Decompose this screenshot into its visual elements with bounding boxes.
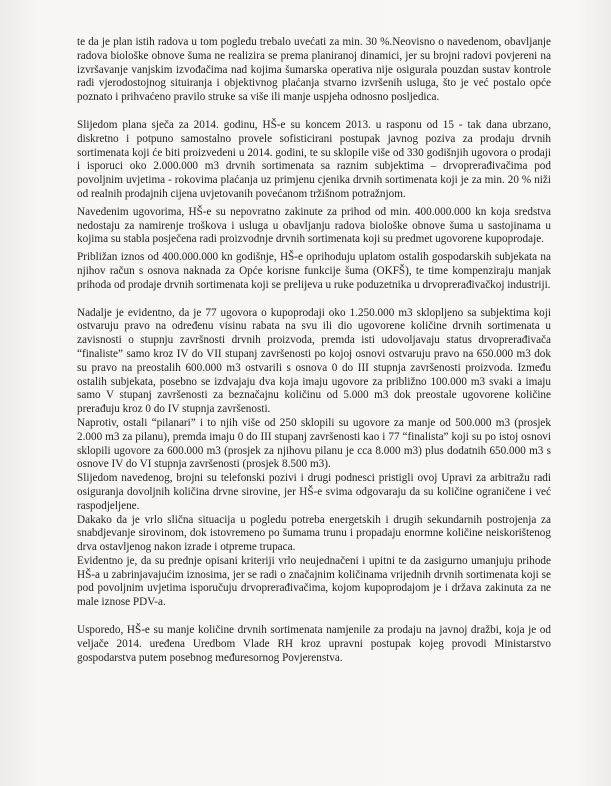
paragraph-10: Usporedo, HŠ-e su manje količine drvnih sortimenata namjenile za prodaju na javnoj dražbi, koja je od veljače 2014. uređena Uredbom Vlade RH kroz upravni postupak kojeg provodi Ministarstvo gospodarstva putem posebnog međuresornog Povjerenstva.	[77, 624, 551, 664]
document-body	[77, 36, 551, 665]
paragraph-8: Dakako da je vrlo slična situacija u pogledu potreba energetskih i drugih sekundarnih postrojenja za snabdjevanje sirovinom, dok istovremeno po šumama trunu i propadaju enormne količine neiskorištenog drva ostavljenog nakon izrade i otpreme trupaca.	[77, 513, 551, 554]
paragraph-9: Evidentno je, da su prednje opisani kriteriji vrlo neujednačeni i upitni te da zasigurno umanjuju prihode HŠ-a u zabrinjavajućim iznosima, jer se radi o značajnim količinama vrijednih drvnih sortimenata koji se pod povoljnim uvjetima isporučuju drvoprerađivačima, kojom kupoprodajom je i država zakinuta za ne male iznose PDV-a.	[77, 554, 551, 609]
paragraph-5: Nadalje je evidentno, da je 77 ugovora o kupoprodaji oko 1.250.000 m3 sklopljeno sa subjektima koji ostvaruju pravo na određenu visinu rabata na svu ili dio ugovorene količine drvnih sortimenata u zavisnosti o stupnju završnosti drvnih proizvoda, premda isti udovoljavaju status drvoprerađivača “finaliste” samo kroz IV do VII stupanj završenosti po kojoj osnovi ostvaruju pravo na 650.000 m3 dok su pravo na preostalih 600.000 m3 ostvarili s osnova 0 do III stupnja završenosti proizvoda. Između ostalih subjekata, posebno se izdvajaju dva koja imaju ugovore za približno 100.000 m3 svaki a imaju samo V stupanj završenosti za beznačajnu količinu od 5.000 m3 dok preostale ugovorene količine prerađuju kroz 0 do IV stupnja završenosti.	[77, 306, 551, 416]
paragraph-3: Navedenim ugovorima, HŠ-e su nepovratno zakinute za prihod od min. 400.000.000 kn koja sredstva nedostaju za namirenje troškova i usluga u obavljanju radova biološke obnove šuma u sastojinama u kojima su stabla posječena radi proizvodnje drvnih sortimenata koji su predmet ugovorene kupoprodaje.	[77, 205, 551, 246]
paragraph-7: Slijedom navedenog, brojni su telefonski pozivi i drugi podnesci pristigli ovoj Upravi za arbitražu radi osiguranja dovoljnih količina drvne sirovine, jer HŠ-e svima odgovaraju da su količine ograničene i već raspodjeljene.	[77, 472, 551, 512]
paragraph-2: Slijedom plana sječa za 2014. godinu, HŠ-e su koncem 2013. u rasponu od 15 - tak dana ubrzano, diskretno i potpuno samostalno provele sofisticirani postupak javnog poziva za prodaju drvnih sortimenata koji će biti proizvedeni u 2014. godini, te su sklopile više od 330 godišnjih ugovora o prodaji i isporuci oko 2.000.000 m3 drvnih sortimenata sa raznim subjektima – drvoprerađivačima pod povoljnim uvjetima - rokovima plaćanja uz primjenu cjenika drvnih sortimenata koji je za min. 20 % niži od realnih prodajnih cijena uvjetovanih povećanom tržišnom potražnjom.	[77, 118, 551, 200]
paragraph-4: Približan iznos od 400.000.000 kn godišnje, HŠ-e oprihoduju uplatom ostalih gospodarskih subjekata na njihov račun s osnova naknada za Opće korisne funkcije šuma (OKFŠ), te time kompenziraju manjak prihoda od prodaje drvnih sortimenata koji se prelijeva u ruke poduzetnika u drvoprerađivačkoj industriji.	[77, 251, 551, 291]
paragraph-6: Naprotiv, ostali “pilanari” i to njih više od 250 sklopili su ugovore za manje od 500.000 m3 (prosjek 2.000 m3 za pilanu), premda imaju 0 do III stupanj završenosti kao i 77 “finalista” koji su po istoj osnovi sklopili ugovore za 600.000 m3 (prosjek za njihovu pilanu je cca 8.000 m3) plus dodatnih 650.000 m3 s osnove IV do VI stupnja završenosti (prosjek 8.500 m3).	[77, 416, 551, 471]
paragraph-1: te da je plan istih radova u tom pogledu trebalo uvećati za min. 30 %.Neovisno o navedenom, obavljanje radova biološke obnove šuma ne realizira se prema planiranoj dinamici, jer su brojni radovi povjereni na izvršavanje vanjskim izvođačima nad kojima šumarska operativa nije osigurala pouzdan sustav kontrole radi vjerodostojnog situiranja i objektivnog plaćanja stvarno izvršenih usluga, što je već postalo opće poznato i prihvaćeno pravilo struke sa više ili manje uspjeha odnosno posljedica.	[77, 36, 551, 104]
